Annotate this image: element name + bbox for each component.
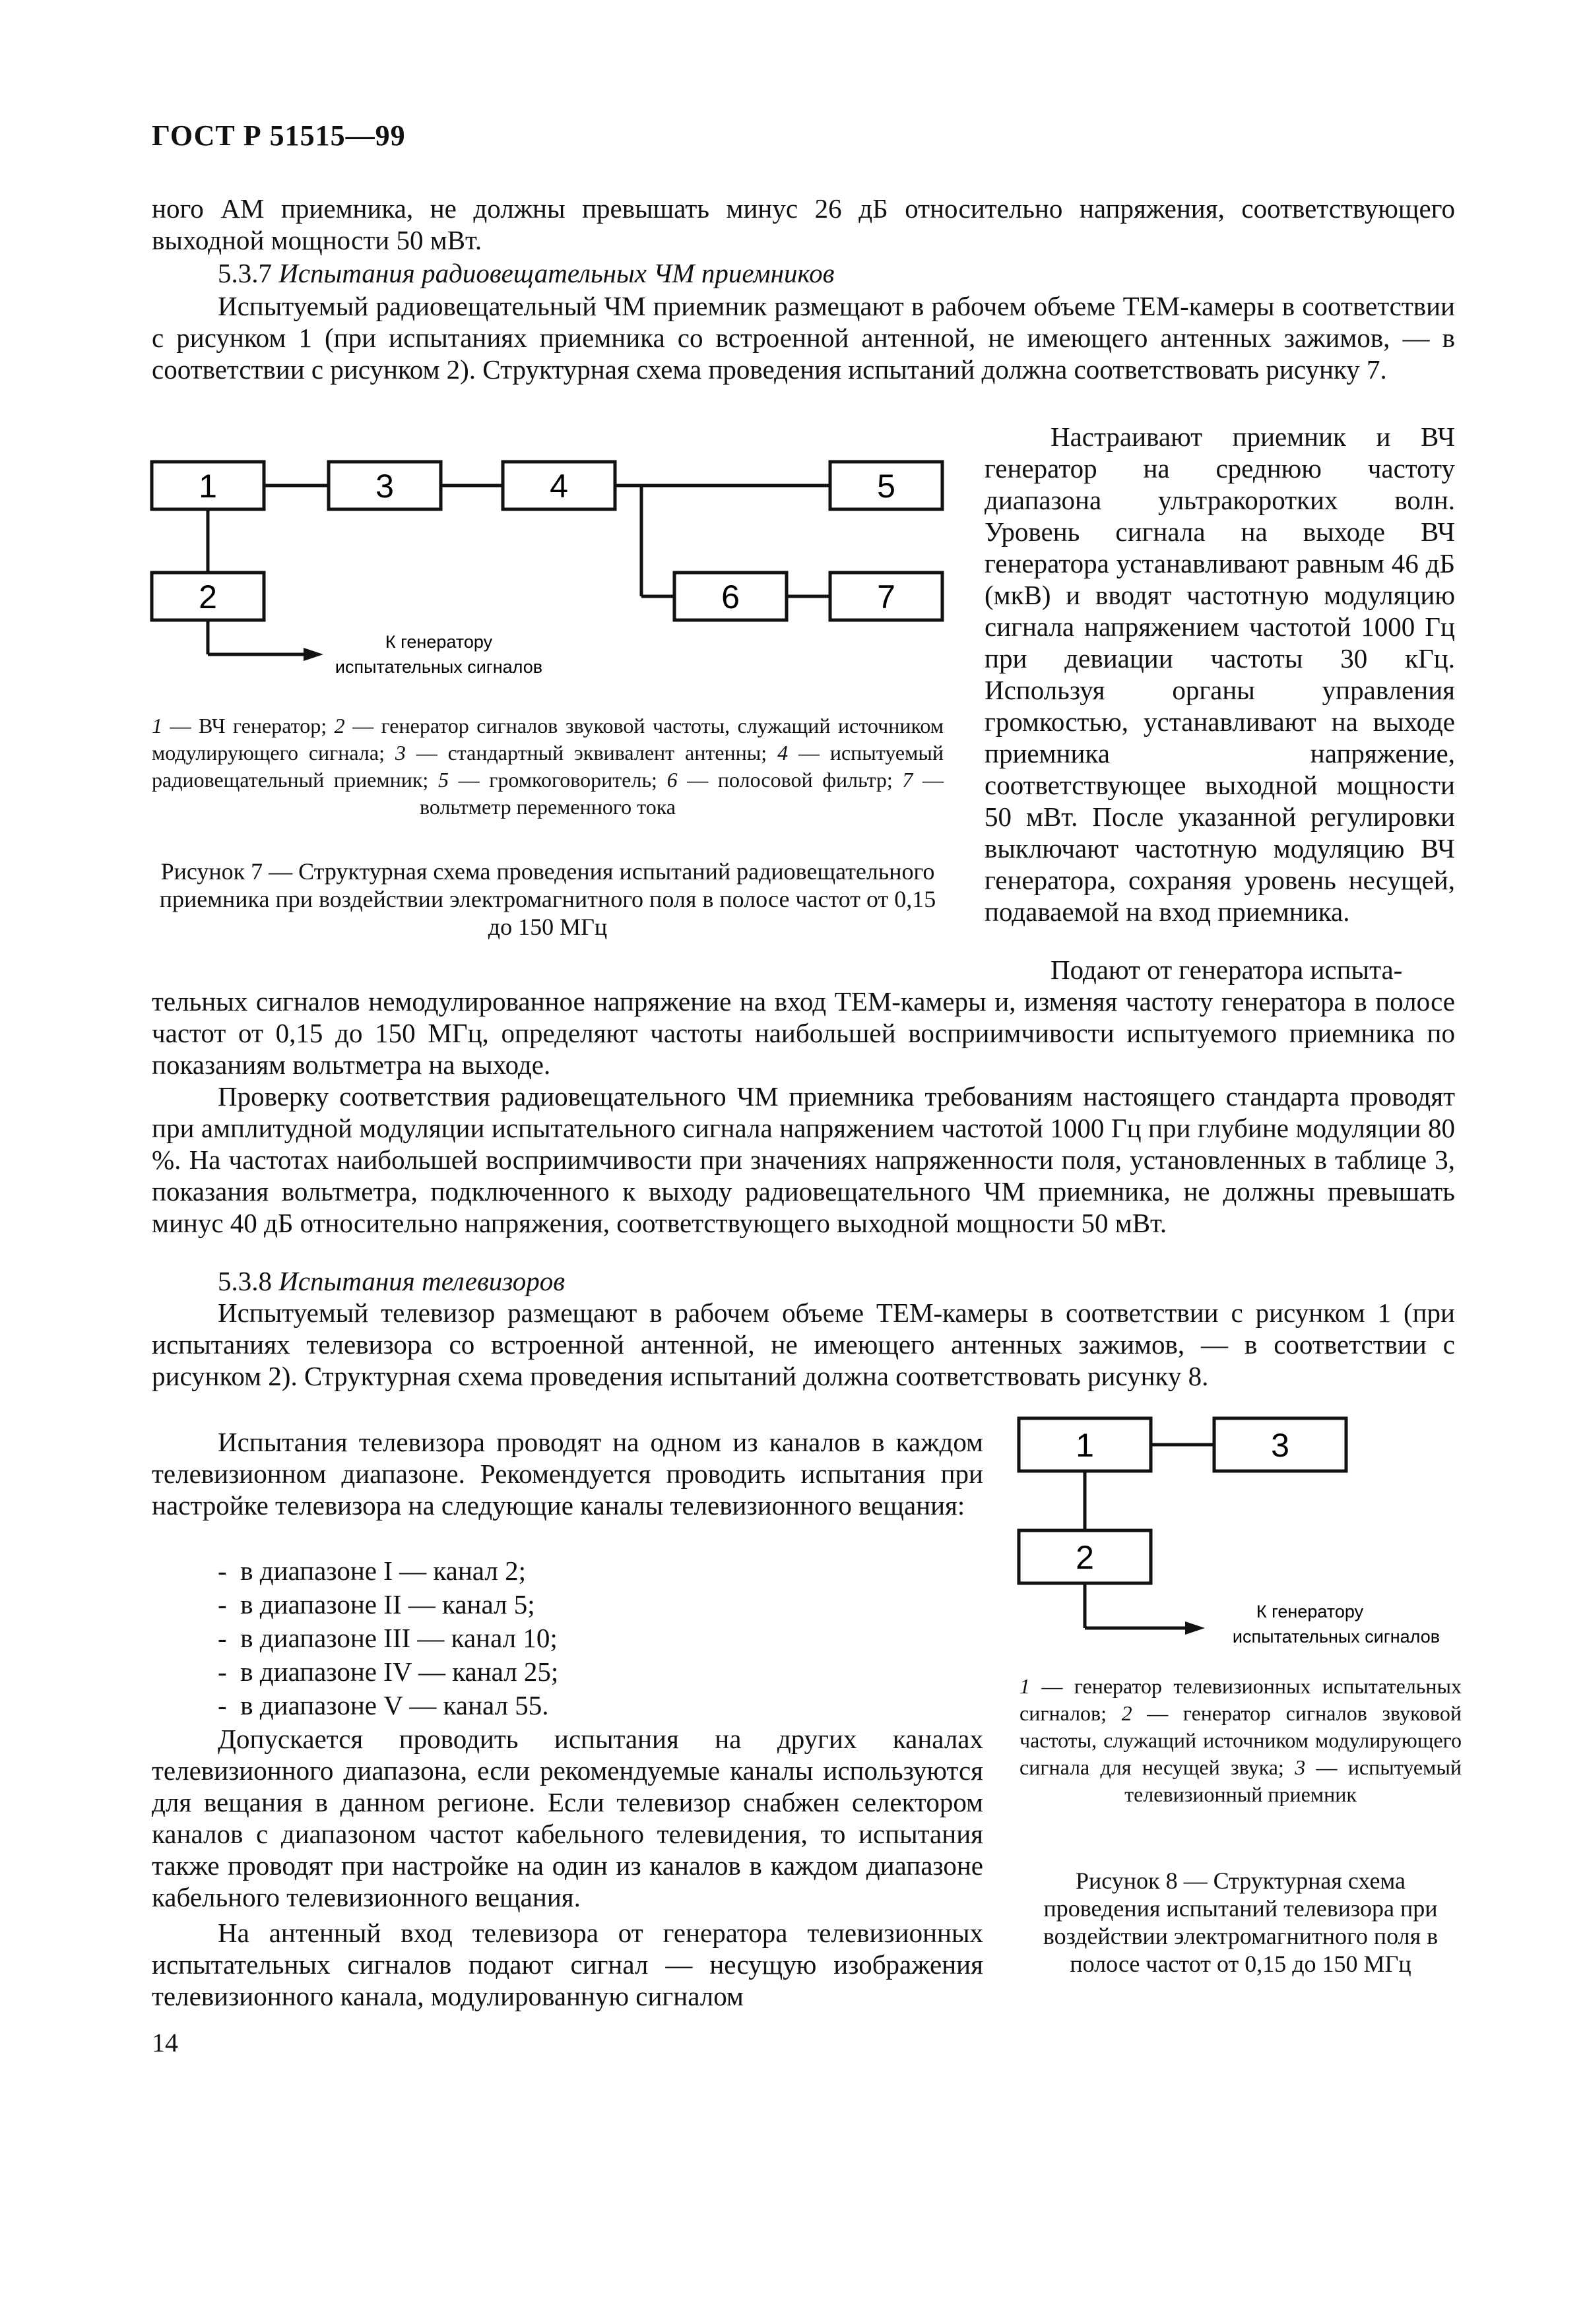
section-title: Испытания телевизоров (278, 1266, 566, 1296)
section-5-3-7-p2: Настраивают приемник и ВЧ генератор на среднюю частоту диапазона ультракоротких волн. Уровень сигнала на выходе ВЧ генератора устанавливают равным 46 дБ (мкВ) и вводят частотную модуляцию сигнала напряжением частотой 1000 Гц при девиации частоты 30 кГц. Используя органы управления громкостью, устанавливают на выходе приемника напряжение, соответствующее выходной мощности 50 мВт. После указанной регулировки выключают частотную модуляцию ВЧ генератора, сохраняя уровень несущей, подаваемой на вход приемника. (985, 422, 1455, 927)
section-5-3-7-p3: тельных сигналов немодулированное напряжение на вход ТЕМ-камеры и, изменяя частоту генератора в полосе частот от 0,15 до 150 МГц, определяют частоты наибольшей восприимчивости испытуемого приемника по показаниям вольтметра на выходе. (152, 986, 1455, 1080)
fig7-arrow-label-2: испытательных сигналов (335, 657, 543, 677)
fig8-arrow-label-1: К генератору (1256, 1602, 1364, 1621)
section-5-3-8-p2: Испытания телевизора проводят на одном из каналов в каждом телевизионном диапазоне. Рекомендуется проводить испытания при настройке телевизора на следующие каналы телевизионного вещания: (152, 1427, 983, 1521)
figure-8-diagram (1010, 1405, 1472, 1649)
fig7-arrow-label-1: К генератору (385, 632, 493, 652)
fig8-arrow-label-2: испытательных сигналов (1232, 1627, 1440, 1647)
fig8-label-2: 2 (1076, 1539, 1094, 1576)
section-title: Испытания радиовещательных ЧМ приемников (278, 258, 835, 288)
fig7-label-4: 4 (550, 468, 568, 505)
list-item: - в диапазоне IV — канал 25; (218, 1655, 558, 1689)
fig8-label-3: 3 (1271, 1427, 1289, 1464)
section-5-3-7-p3-start: Подают от генератора испыта- (1051, 955, 1403, 985)
page-number: 14 (152, 2028, 178, 2057)
section-5-3-7-p4: Проверку соответствия радиовещательного ЧМ приемника требованиям настоящего стандарта проводят при амплитудной модуляции испытательного сигнала напряжением частотой 1000 Гц при глубине модуляции 80 %. На частотах наибольшей восприимчивости при значениях напряженности поля, установленных в таблице 3, показания вольтметра, подключенного к выходу радиовещательного ЧМ приемника, не должны превышать минус 40 дБ относительно напряжения, соответствующего выходной мощности 50 мВт. (152, 1081, 1455, 1238)
section-5-3-8-p4: На антенный вход телевизора от генератора телевизионных испытательных сигналов подают сигнал — несущую изображения телевизионного канала, модулированную сигналом (152, 1918, 983, 2011)
fig7-label-7: 7 (877, 579, 895, 615)
fig7-label-6: 6 (721, 579, 740, 615)
section-number: 5.3.8 (218, 1266, 272, 1296)
list-item: - в диапазоне I — канал 2; (218, 1554, 558, 1588)
figure-7-legend: 1 — ВЧ генератор; 2 — генератор сигналов звуковой частоты, служащий источником модулирующего сигнала; 3 — стандартный эквивалент антенны; 4 — испытуемый радиовещательный приемник; 5 — громкоговоритель; 6 — полосовой фильтр; 7 — вольтметр переменного тока (152, 714, 944, 819)
fig7-label-1: 1 (199, 468, 217, 505)
fig7-label-2: 2 (199, 579, 217, 615)
section-number: 5.3.7 (218, 258, 272, 288)
list-item: - в диапазоне V — канал 55. (218, 1689, 558, 1722)
section-5-3-8-heading (218, 1265, 565, 1297)
list-item: - в диапазоне III — канал 10; (218, 1621, 558, 1655)
channel-list (218, 1554, 558, 1722)
document-code: ГОСТ Р 51515—99 (152, 119, 406, 152)
fig8-label-1: 1 (1076, 1427, 1094, 1464)
section-5-3-8-p1: Испытуемый телевизор размещают в рабочем объеме ТЕМ-камеры в соответствии с рисунком 1 (при испытаниях телевизора со встроенной антенной, не имеющего антенных зажимов, — в соответствии с рисунком 2). Структурная схема проведения испытаний должна соответствовать рисунку 8. (152, 1298, 1455, 1391)
figure-8-caption: Рисунок 8 — Структурная схема проведения испытаний телевизора при воздействии электромагнитного поля в полосе частот от 0,15 до 150 МГц (1043, 1868, 1439, 1977)
list-item: - в диапазоне II — канал 5; (218, 1588, 558, 1621)
figure-7-caption: Рисунок 7 — Структурная схема проведения испытаний радиовещательного приемника при воздействии электромагнитного поля в полосе частот от 0,15 до 150 МГц (159, 858, 936, 940)
section-5-3-7-p1: Испытуемый радиовещательный ЧМ приемник размещают в рабочем объеме ТЕМ-камеры в соответствии с рисунком 1 (при испытаниях приемника со встроенной антенной, не имеющего антенных зажимов, — в соответствии с рисунком 2). Структурная схема проведения испытаний должна соответствовать рисунку 7. (152, 291, 1455, 385)
figure-7-diagram (145, 449, 963, 693)
fig7-label-3: 3 (375, 468, 394, 505)
intro-paragraph: ного АМ приемника, не должны превышать минус 26 дБ относительно напряжения, соответствующего выходной мощности 50 мВт. (152, 193, 1455, 255)
figure-8-legend: 1 — генератор телевизионных испытательных сигналов; 2 — генератор сигналов звуковой частоты, служащий источником модулирующего сигнала для несущей звука; 3 — испытуемый телевизионный приемник (1019, 1674, 1462, 1806)
section-5-3-8-p3: Допускается проводить испытания на других каналах телевизионного диапазона, если рекомендуемые каналы используются для вещания в данном регионе. Если телевизор снабжен селектором каналов с диапазоном частот кабельного телевидения, то испытания также проводят при настройке на один из каналов в каждом диапазоне кабельного телевизионного вещания. (152, 1724, 983, 1912)
fig7-label-5: 5 (877, 468, 895, 505)
section-5-3-7-heading (218, 257, 834, 289)
